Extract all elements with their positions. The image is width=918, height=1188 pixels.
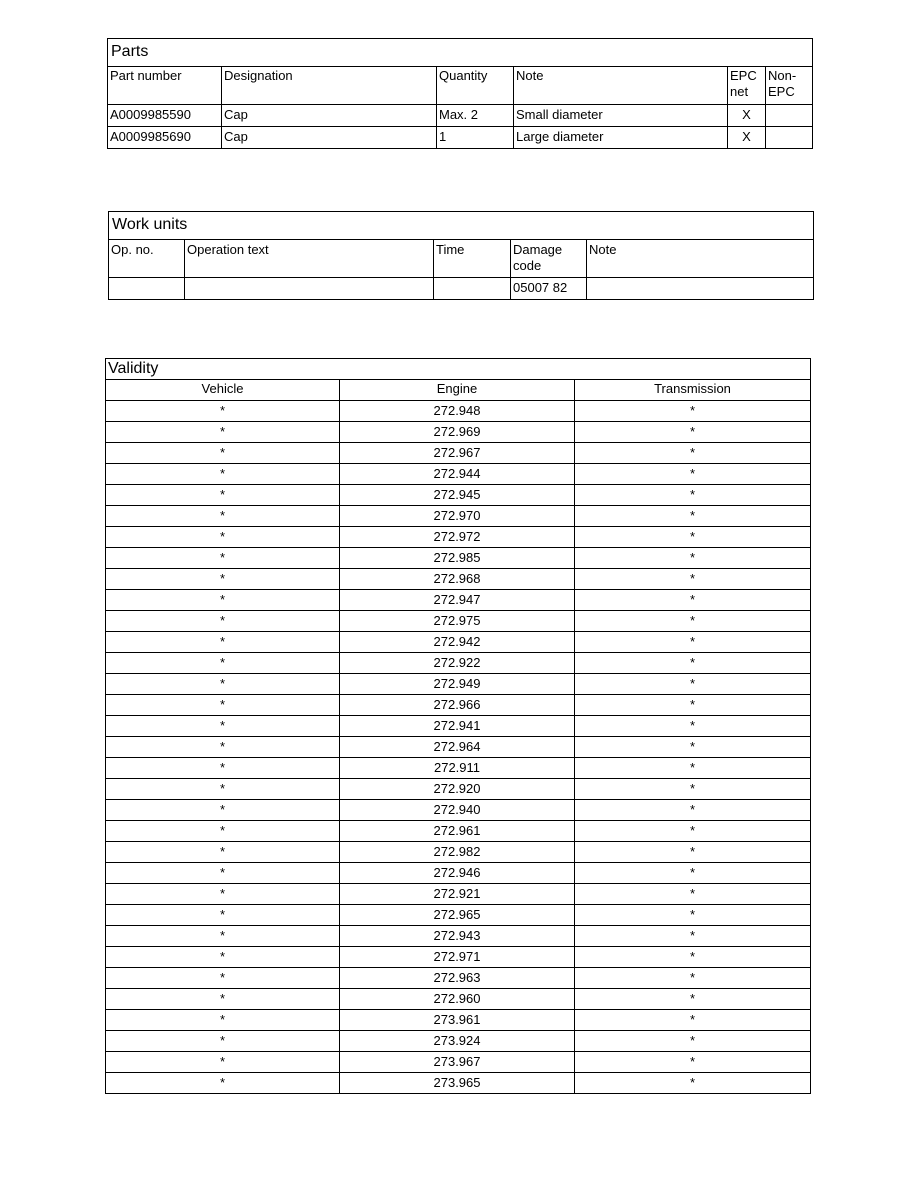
table-row bbox=[106, 842, 811, 863]
transmission-cell: * bbox=[575, 863, 811, 884]
engine-cell: 272.971 bbox=[340, 947, 575, 968]
table-row bbox=[108, 105, 813, 127]
transmission-cell: * bbox=[575, 611, 811, 632]
table-row bbox=[106, 863, 811, 884]
engine-cell: 272.921 bbox=[340, 884, 575, 905]
table-row bbox=[106, 443, 811, 464]
table-row bbox=[106, 926, 811, 947]
transmission-cell: * bbox=[575, 947, 811, 968]
vehicle-cell: * bbox=[106, 947, 340, 968]
table-row bbox=[106, 821, 811, 842]
table-row bbox=[106, 1052, 811, 1073]
vehicle-cell: * bbox=[106, 758, 340, 779]
vehicle-cell: * bbox=[106, 1031, 340, 1052]
transmission-cell: * bbox=[575, 590, 811, 611]
transmission-cell: * bbox=[575, 1031, 811, 1052]
vehicle-cell: * bbox=[106, 779, 340, 800]
part-number-cell: A0009985590 bbox=[108, 105, 222, 127]
table-row bbox=[106, 527, 811, 548]
validity-header-transmission: Transmission bbox=[575, 380, 811, 401]
parts-header-note: Note bbox=[514, 67, 728, 105]
table-row bbox=[106, 947, 811, 968]
vehicle-cell: * bbox=[106, 401, 340, 422]
parts-table bbox=[107, 38, 813, 149]
engine-cell: 273.965 bbox=[340, 1073, 575, 1094]
parts-header-part-number: Part number bbox=[108, 67, 222, 105]
non-epc-cell bbox=[766, 105, 813, 127]
table-row bbox=[106, 590, 811, 611]
engine-cell: 272.985 bbox=[340, 548, 575, 569]
vehicle-cell: * bbox=[106, 422, 340, 443]
vehicle-cell: * bbox=[106, 884, 340, 905]
work-header-time: Time bbox=[434, 240, 511, 278]
transmission-cell: * bbox=[575, 527, 811, 548]
work-units-table bbox=[108, 211, 814, 300]
engine-cell: 272.941 bbox=[340, 716, 575, 737]
vehicle-cell: * bbox=[106, 842, 340, 863]
engine-cell: 272.948 bbox=[340, 401, 575, 422]
time-cell bbox=[434, 278, 511, 300]
transmission-cell: * bbox=[575, 653, 811, 674]
transmission-cell: * bbox=[575, 989, 811, 1010]
transmission-cell: * bbox=[575, 506, 811, 527]
transmission-cell: * bbox=[575, 968, 811, 989]
epc-net-cell: X bbox=[728, 105, 766, 127]
vehicle-cell: * bbox=[106, 674, 340, 695]
vehicle-cell: * bbox=[106, 569, 340, 590]
transmission-cell: * bbox=[575, 821, 811, 842]
vehicle-cell: * bbox=[106, 464, 340, 485]
engine-cell: 272.972 bbox=[340, 527, 575, 548]
table-row bbox=[106, 464, 811, 485]
epc-net-cell: X bbox=[728, 127, 766, 149]
validity-header-engine: Engine bbox=[340, 380, 575, 401]
engine-cell: 273.961 bbox=[340, 1010, 575, 1031]
engine-cell: 272.920 bbox=[340, 779, 575, 800]
vehicle-cell: * bbox=[106, 989, 340, 1010]
transmission-cell: * bbox=[575, 1073, 811, 1094]
transmission-cell: * bbox=[575, 758, 811, 779]
transmission-cell: * bbox=[575, 422, 811, 443]
engine-cell: 272.911 bbox=[340, 758, 575, 779]
parts-header-quantity: Quantity bbox=[437, 67, 514, 105]
transmission-cell: * bbox=[575, 674, 811, 695]
table-row bbox=[106, 569, 811, 590]
table-row bbox=[106, 800, 811, 821]
transmission-cell: * bbox=[575, 1010, 811, 1031]
note-cell: Small diameter bbox=[514, 105, 728, 127]
vehicle-cell: * bbox=[106, 926, 340, 947]
parts-header-non-epc: Non-EPC bbox=[766, 67, 813, 105]
vehicle-cell: * bbox=[106, 800, 340, 821]
table-row bbox=[106, 779, 811, 800]
designation-cell: Cap bbox=[222, 127, 437, 149]
transmission-cell: * bbox=[575, 548, 811, 569]
engine-cell: 273.924 bbox=[340, 1031, 575, 1052]
table-row bbox=[106, 695, 811, 716]
vehicle-cell: * bbox=[106, 632, 340, 653]
transmission-cell: * bbox=[575, 737, 811, 758]
engine-cell: 273.967 bbox=[340, 1052, 575, 1073]
vehicle-cell: * bbox=[106, 1010, 340, 1031]
vehicle-cell: * bbox=[106, 1052, 340, 1073]
table-row bbox=[106, 1031, 811, 1052]
work-header-operation-text: Operation text bbox=[185, 240, 434, 278]
work-header-note: Note bbox=[587, 240, 814, 278]
engine-cell: 272.961 bbox=[340, 821, 575, 842]
table-row bbox=[106, 632, 811, 653]
engine-cell: 272.970 bbox=[340, 506, 575, 527]
table-row bbox=[106, 506, 811, 527]
table-row bbox=[106, 674, 811, 695]
engine-cell: 272.965 bbox=[340, 905, 575, 926]
work-header-damage-code: Damage code bbox=[511, 240, 587, 278]
engine-cell: 272.922 bbox=[340, 653, 575, 674]
quantity-cell: 1 bbox=[437, 127, 514, 149]
transmission-cell: * bbox=[575, 485, 811, 506]
engine-cell: 272.969 bbox=[340, 422, 575, 443]
validity-header-vehicle: Vehicle bbox=[106, 380, 340, 401]
table-row bbox=[106, 401, 811, 422]
validity-table bbox=[105, 358, 811, 1094]
transmission-cell: * bbox=[575, 695, 811, 716]
engine-cell: 272.982 bbox=[340, 842, 575, 863]
vehicle-cell: * bbox=[106, 863, 340, 884]
transmission-cell: * bbox=[575, 401, 811, 422]
vehicle-cell: * bbox=[106, 590, 340, 611]
engine-cell: 272.942 bbox=[340, 632, 575, 653]
designation-cell: Cap bbox=[222, 105, 437, 127]
engine-cell: 272.946 bbox=[340, 863, 575, 884]
engine-cell: 272.949 bbox=[340, 674, 575, 695]
part-number-cell: A0009985690 bbox=[108, 127, 222, 149]
engine-cell: 272.967 bbox=[340, 443, 575, 464]
vehicle-cell: * bbox=[106, 548, 340, 569]
table-row bbox=[106, 989, 811, 1010]
transmission-cell: * bbox=[575, 884, 811, 905]
op-no-cell bbox=[109, 278, 185, 300]
transmission-cell: * bbox=[575, 632, 811, 653]
engine-cell: 272.968 bbox=[340, 569, 575, 590]
table-row bbox=[106, 1010, 811, 1031]
parts-header-designation: Designation bbox=[222, 67, 437, 105]
engine-cell: 272.944 bbox=[340, 464, 575, 485]
engine-cell: 272.960 bbox=[340, 989, 575, 1010]
parts-title: Parts bbox=[108, 39, 813, 67]
vehicle-cell: * bbox=[106, 443, 340, 464]
operation-text-cell bbox=[185, 278, 434, 300]
engine-cell: 272.940 bbox=[340, 800, 575, 821]
vehicle-cell: * bbox=[106, 968, 340, 989]
vehicle-cell: * bbox=[106, 821, 340, 842]
non-epc-cell bbox=[766, 127, 813, 149]
table-row bbox=[106, 422, 811, 443]
damage-code-cell: 05007 82 bbox=[511, 278, 587, 300]
transmission-cell: * bbox=[575, 569, 811, 590]
vehicle-cell: * bbox=[106, 905, 340, 926]
note-cell bbox=[587, 278, 814, 300]
transmission-cell: * bbox=[575, 779, 811, 800]
transmission-cell: * bbox=[575, 905, 811, 926]
table-row bbox=[106, 758, 811, 779]
table-row bbox=[106, 968, 811, 989]
work-header-op-no: Op. no. bbox=[109, 240, 185, 278]
table-row bbox=[106, 611, 811, 632]
table-row bbox=[109, 278, 814, 300]
vehicle-cell: * bbox=[106, 1073, 340, 1094]
transmission-cell: * bbox=[575, 800, 811, 821]
table-row bbox=[106, 1073, 811, 1094]
vehicle-cell: * bbox=[106, 737, 340, 758]
validity-title: Validity bbox=[106, 359, 811, 380]
vehicle-cell: * bbox=[106, 611, 340, 632]
transmission-cell: * bbox=[575, 443, 811, 464]
vehicle-cell: * bbox=[106, 506, 340, 527]
transmission-cell: * bbox=[575, 716, 811, 737]
transmission-cell: * bbox=[575, 842, 811, 863]
quantity-cell: Max. 2 bbox=[437, 105, 514, 127]
table-row bbox=[108, 127, 813, 149]
validity-rows bbox=[106, 401, 811, 1094]
table-row bbox=[106, 653, 811, 674]
engine-cell: 272.963 bbox=[340, 968, 575, 989]
table-row bbox=[106, 737, 811, 758]
vehicle-cell: * bbox=[106, 695, 340, 716]
work-units-title: Work units bbox=[109, 212, 814, 240]
engine-cell: 272.966 bbox=[340, 695, 575, 716]
transmission-cell: * bbox=[575, 464, 811, 485]
transmission-cell: * bbox=[575, 926, 811, 947]
engine-cell: 272.964 bbox=[340, 737, 575, 758]
vehicle-cell: * bbox=[106, 716, 340, 737]
transmission-cell: * bbox=[575, 1052, 811, 1073]
parts-header-epc-net: EPC net bbox=[728, 67, 766, 105]
engine-cell: 272.947 bbox=[340, 590, 575, 611]
table-row bbox=[106, 548, 811, 569]
engine-cell: 272.975 bbox=[340, 611, 575, 632]
table-row bbox=[106, 716, 811, 737]
vehicle-cell: * bbox=[106, 527, 340, 548]
vehicle-cell: * bbox=[106, 653, 340, 674]
table-row bbox=[106, 905, 811, 926]
note-cell: Large diameter bbox=[514, 127, 728, 149]
vehicle-cell: * bbox=[106, 485, 340, 506]
engine-cell: 272.945 bbox=[340, 485, 575, 506]
table-row bbox=[106, 485, 811, 506]
table-row bbox=[106, 884, 811, 905]
engine-cell: 272.943 bbox=[340, 926, 575, 947]
